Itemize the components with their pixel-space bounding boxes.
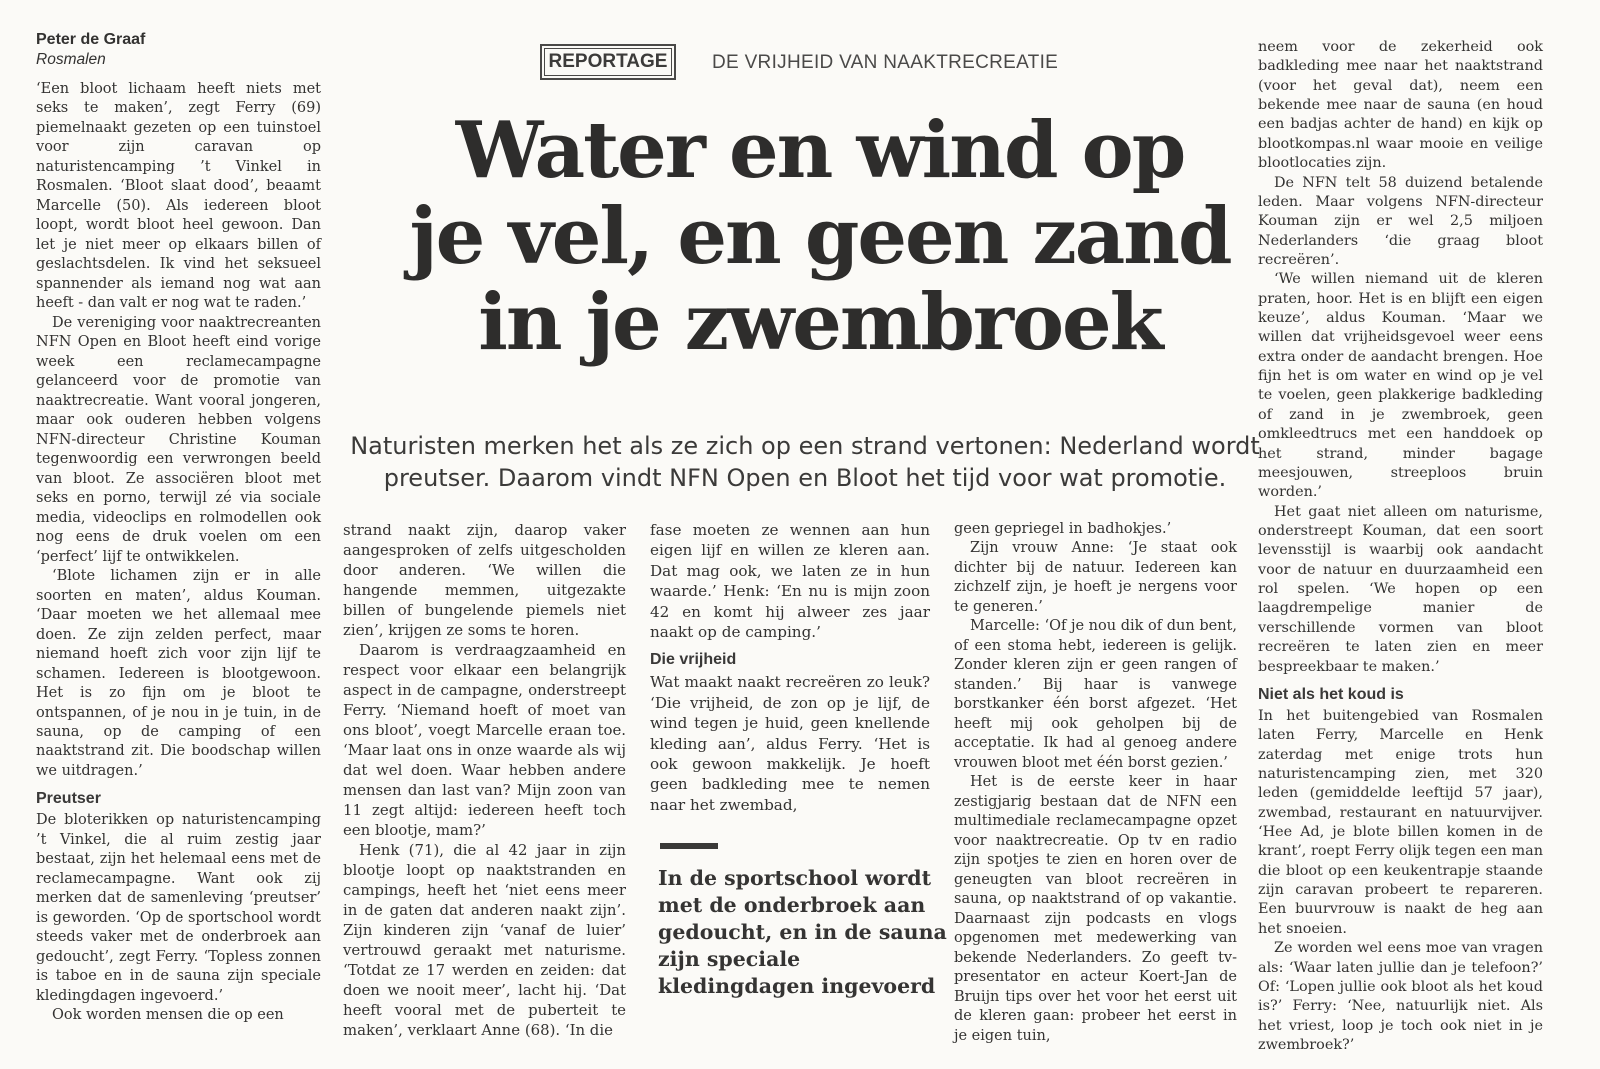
column-2: [343, 520, 626, 1040]
headline-line: in je zwembroek: [478, 277, 1162, 368]
paragraph: ‘We willen niemand uit de kleren praten, hoor. Het is en blijft een eigen keuze’, aldus Kouman. ‘Maar we willen dat vrijheidsgevoel weer eens extra onder de aandacht brengen. Hoe fijn het is om water en wind op je vel te voelen, geen plakkerige badkleding of zand in je zwembroek, geen omkleedtrucs met een handdoek op het strand, minder bagage meesjouwen, streeploos bruin worden.’: [1258, 271, 1543, 501]
paragraph: strand naakt zijn, daarop vaker aangesproken of zelfs uitgescholden door anderen. ‘We willen die hangende memmen, uitgezakte billen of bungelende piemels niet zien’, krijgen ze soms te horen.: [343, 521, 626, 640]
column-4: [954, 520, 1237, 1046]
paragraph: De vereniging voor naaktrecreanten NFN Open en Bloot heeft eind vorige week een reclamecampagne gelanceerd voor de promotie van naaktrecreatie. Want vooral jongeren, maar ook ouderen hebben volgens NFN-directeur Christine Kouman tegenwoordig een verwrongen beeld van bloot. Ze associëren bloot met seks en porno, terwijl zé via sociale media, videoclips en rolmodellen ook nog eens de druk voelen om een ‘perfect’ lijf te ontwikkelen.: [36, 314, 321, 565]
subheading-preutser: Preutser: [36, 790, 101, 808]
paragraph: Henk (71), die al 42 jaar in zijn blootje loopt op naaktstranden en campings, heeft het ‘niet eens meer in de gaten dat anderen naakt zijn’. Zijn kinderen zijn ‘vanaf de luier’ vertrouwd geraakt met naturisme. ‘Totdat ze 17 werden en zeiden: dat doen we nooit meer’, lacht hij. ‘Dat heeft vooral met de puberteit te maken’, verklaart Anne (68). ‘In die: [343, 841, 626, 1040]
paragraph: Marcelle: ‘Of je nou dik of dun bent, of een stoma hebt, iedereen is gelijk. Zonder kleren zijn er geen rangen of standen.’ Bij haar is vanwege borstkanker één borst afgezet. ‘Het heeft mij ook geholpen bij de acceptatie. Ik had al genoeg andere vrouwen bloot met één borst gezien.’: [954, 618, 1237, 771]
paragraph: Zijn vrouw Anne: ‘Je staat ook dichter bij de natuur. Iedereen kan zichzelf zijn, je hoeft je nergens voor te generen.’: [954, 540, 1237, 615]
subheading-die-vrijheid: Die vrijheid: [650, 651, 737, 669]
paragraph: Wat maakt naakt recreëren zo leuk? ‘Die vrijheid, de zon op je lijf, de wind tegen je huid, geen knellende kleding aan’, aldus Ferry. ‘Het is ook gewoon makkelijk. Je hoeft geen badkleding mee te nemen naar het zwembad,: [650, 673, 930, 814]
byline-place: Rosmalen: [36, 51, 106, 68]
intro-text: Naturisten merken het als ze zich op een strand vertonen: Nederland wordt preutser. Daarom vindt NFN Open en Bloot het tijd voor wat promotie.: [350, 432, 1260, 492]
paragraph: neem voor de zekerheid ook badkleding mee naar het naaktstrand (voor het geval dat), neem een bekende mee naar de sauna (en houd een badjas achter de hand) en kijk op blootkompas.nl waar mooie en veilige blootlocaties zijn.: [1258, 39, 1543, 172]
byline-author: Peter de Graaf: [36, 31, 146, 48]
pullquote-rule: [660, 843, 718, 849]
section-label: REPORTAGE: [540, 44, 676, 80]
paragraph: Het is de eerste keer in haar zestigjarig bestaan dat de NFN een multimediale reclamecampagne opzet voor naaktrecreatie. Op tv en radio zijn spotjes te zien en horen over de geneugten van bloot recreëren in sauna, op naaktstrand of op vakantie. Daarnaast zijn podcasts en vlogs opgenomen met medewerking van bekende Nederlanders. Zo geeft tv-presentator en acteur Koert-Jan de Bruijn tips over het voor het eerst uit de kleren gaan: probeer het eerst in je eigen tuin,: [954, 774, 1237, 1044]
paragraph: De NFN telt 58 duizend betalende leden. Maar volgens NFN-directeur Kouman zijn er wel 2,5 miljoen Nederlanders ‘die graag bloot recreëren’.: [1258, 174, 1543, 268]
paragraph: ‘Een bloot lichaam heeft niets met seks te maken’, zegt Ferry (69) piemelnaakt gezeten op een tuinstoel voor zijn caravan op naturistencamping ’t Vinkel in Rosmalen. ‘Bloot slaat dood’, beaamt Marcelle (50). Als iedereen bloot loopt, wordt bloot heel gewoon. Dan let je niet meer op elkaars billen of geslachtsdelen. Ik vind het seksueel spannender als iemand nog wat aan heeft - dan valt er nog wat te raden.’: [36, 81, 321, 312]
paragraph: De bloterikken op naturistencamping ’t Vinkel, die al ruim zestig jaar bestaat, zijn het helemaal eens met de reclamecampagne. Want ook zij merken dat de samenleving ‘preutser’ is geworden. ‘Op de sportschool wordt steeds vaker met de onderbroek aan gedoucht’, zegt Ferry. ‘Topless zonnen is taboe en in de sauna zijn speciale kledingdagen ingevoerd.’: [36, 812, 321, 1004]
paragraph: In het buitengebied van Rosmalen laten Ferry, Marcelle en Henk zaterdag met enige trots hun naturistencamping zien, met 320 leden (gemiddelde leeftijd 57 jaar), zwembad, restaurant en natuurvijver. ‘Hee Ad, je blote billen komen in de krant’, roept Ferry olijk tegen een man die bloot op een keukentrapje staande zijn caravan probeert te repareren. Een buurvrouw is naakt de heg aan het snoeien.: [1258, 707, 1543, 937]
paragraph: fase moeten ze wennen aan hun eigen lijf en willen ze kleren aan. Dat mag ook, we laten ze in hun waarde.’ Henk: ‘En nu is mijn zoon 42 en komt hij alweer zes jaar naakt op de camping.’: [650, 521, 930, 642]
paragraph: geen gepriegel in badhokjes.’: [954, 521, 1172, 537]
column-5: [1258, 38, 1543, 1055]
paragraph: Ook worden mensen die op een: [52, 1007, 284, 1024]
paragraph: Het gaat niet alleen om naturisme, onderstreept Kouman, dat een soort levensstijl is waarbij ook aandacht voor de natuur en duurzaamheid een rol spelen. ‘We hopen op een laagdrempelige manier de verschillende vormen van bloot recreëren te laten zien en meer bespreekbaar te maken.’: [1258, 503, 1543, 675]
column-3: [650, 520, 930, 815]
subheading-niet-als-het-koud-is: Niet als het koud is: [1258, 685, 1404, 703]
section-subtitle: DE VRIJHEID VAN NAAKTRECREATIE: [712, 52, 1059, 73]
paragraph: Ze worden wel eens moe van vragen als: ‘Waar laten jullie dan je telefoon?’ Of: ‘Lopen jullie ook bloot als het koud is?’ Ferry: ‘Nee, natuurlijk niet. Als het vriest, loop je toch ook niet in je zwembroek?’: [1258, 940, 1543, 1053]
paragraph: ‘Blote lichamen zijn er in alle soorten en maten’, aldus Kouman. ‘Daar moeten we het allemaal mee doen. Ze zijn zelden perfect, maar niemand hoeft zich voor zijn lijf te schamen. Iedereen is blootgewoon. Het is zo fijn om je bloot te ontspannen, of je nou in je tuin, in de sauna, op de camping of een naaktstrand zit. Die boodschap willen we uitdragen.’: [36, 568, 321, 779]
headline: [390, 105, 1250, 368]
paragraph: Daarom is verdraagzaamheid en respect voor elkaar een belangrijk aspect in de campagne, onderstreept Ferry. ‘Niemand hoeft of moet van ons bloot’, voegt Marcelle eraan toe. ‘Maar laat ons in onze waarde als wij dat wel doen. Waar hebben andere mensen dan last van? Mijn zoon van 11 zegt altijd: iedereen heeft toch een blootje, mam?’: [343, 641, 626, 840]
headline-line: Water en wind op: [455, 105, 1185, 196]
pullquote: In de sportschool wordt met de onderbroek aan gedoucht, en in de sauna zijn speciale kledingdagen ingevoerd: [658, 866, 947, 998]
column-1: [36, 30, 321, 1026]
headline-line: je vel, en geen zand: [409, 191, 1231, 282]
